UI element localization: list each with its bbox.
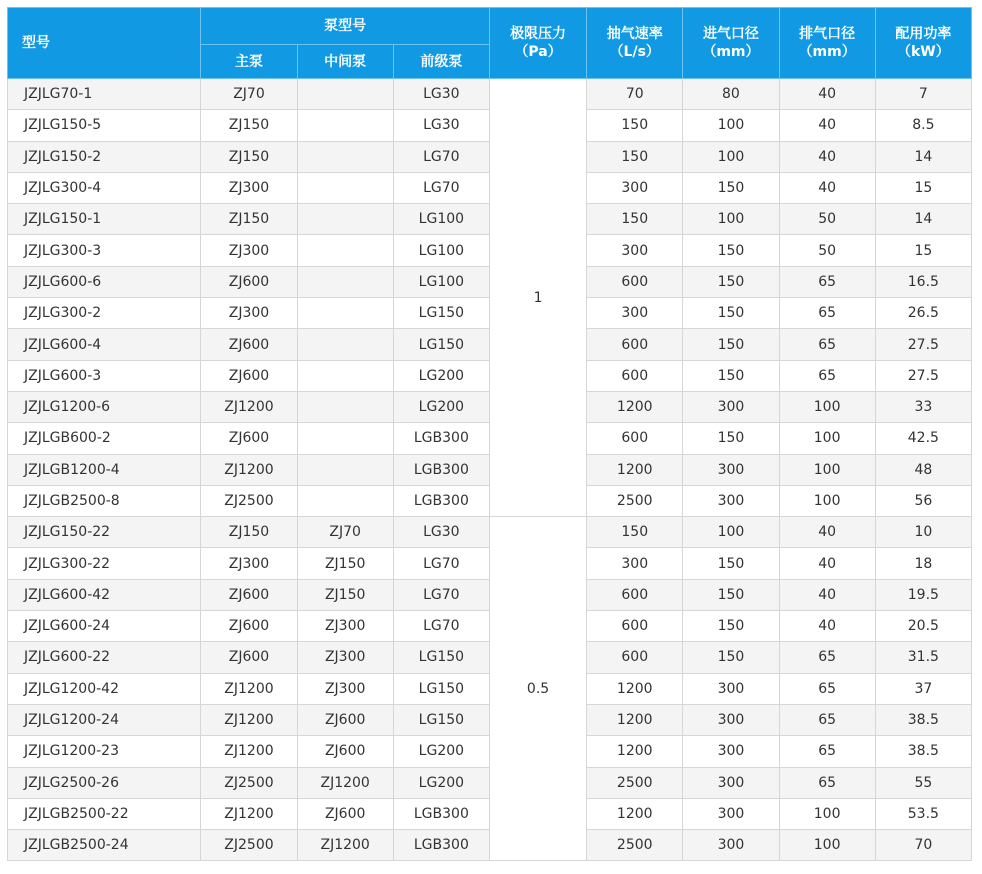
middle-pump-cell	[297, 298, 393, 329]
middle-pump-cell: ZJ1200	[297, 830, 393, 861]
power-cell: 27.5	[875, 360, 971, 391]
model-cell: JZJLGB1200-4	[8, 454, 201, 485]
pumping-speed-cell: 1200	[587, 704, 683, 735]
inlet-diameter-cell: 150	[683, 611, 779, 642]
inlet-diameter-cell: 100	[683, 141, 779, 172]
main-pump-cell: ZJ150	[201, 110, 297, 141]
pumping-speed-cell: 2500	[587, 767, 683, 798]
main-pump-cell: ZJ1200	[201, 704, 297, 735]
main-pump-cell: ZJ1200	[201, 454, 297, 485]
power-cell: 31.5	[875, 642, 971, 673]
inlet-diameter-cell: 150	[683, 360, 779, 391]
model-cell: JZJLG300-2	[8, 298, 201, 329]
pumping-speed-cell: 70	[587, 79, 683, 110]
outlet-diameter-cell: 40	[779, 548, 875, 579]
middle-pump-cell	[297, 423, 393, 454]
power-cell: 15	[875, 172, 971, 203]
main-pump-cell: ZJ2500	[201, 767, 297, 798]
model-cell: JZJLG150-1	[8, 204, 201, 235]
inlet-diameter-cell: 150	[683, 235, 779, 266]
model-cell: JZJLG1200-23	[8, 736, 201, 767]
inlet-diameter-cell: 150	[683, 423, 779, 454]
header-power	[875, 8, 971, 79]
main-pump-cell: ZJ600	[201, 579, 297, 610]
backing-pump-cell: LGB300	[393, 798, 489, 829]
backing-pump-cell: LGB300	[393, 423, 489, 454]
pumping-speed-cell: 300	[587, 548, 683, 579]
middle-pump-cell	[297, 329, 393, 360]
middle-pump-cell: ZJ300	[297, 611, 393, 642]
backing-pump-cell: LGB300	[393, 830, 489, 861]
main-pump-cell: ZJ1200	[201, 798, 297, 829]
power-cell: 14	[875, 141, 971, 172]
backing-pump-cell: LG30	[393, 517, 489, 548]
inlet-diameter-cell: 300	[683, 454, 779, 485]
header-main-pump: 主泵	[201, 45, 297, 79]
middle-pump-cell	[297, 235, 393, 266]
inlet-diameter-cell: 150	[683, 642, 779, 673]
header-outlet-diameter	[779, 8, 875, 79]
main-pump-cell: ZJ150	[201, 141, 297, 172]
model-cell: JZJLGB600-2	[8, 423, 201, 454]
main-pump-cell: ZJ2500	[201, 485, 297, 516]
inlet-diameter-cell: 100	[683, 517, 779, 548]
power-cell: 37	[875, 673, 971, 704]
outlet-diameter-cell: 65	[779, 329, 875, 360]
middle-pump-cell	[297, 110, 393, 141]
pumping-speed-cell: 600	[587, 329, 683, 360]
power-cell: 20.5	[875, 611, 971, 642]
power-cell: 38.5	[875, 704, 971, 735]
outlet-diameter-cell: 100	[779, 391, 875, 422]
model-cell: JZJLG600-6	[8, 266, 201, 297]
outlet-diameter-cell: 65	[779, 266, 875, 297]
power-cell: 19.5	[875, 579, 971, 610]
model-cell: JZJLG150-5	[8, 110, 201, 141]
inlet-diameter-cell: 300	[683, 798, 779, 829]
outlet-diameter-cell: 65	[779, 736, 875, 767]
outlet-diameter-cell: 65	[779, 673, 875, 704]
inlet-diameter-cell: 150	[683, 266, 779, 297]
backing-pump-cell: LG70	[393, 611, 489, 642]
table-body	[8, 79, 972, 861]
power-cell: 15	[875, 235, 971, 266]
inlet-diameter-cell: 150	[683, 172, 779, 203]
backing-pump-cell: LG30	[393, 110, 489, 141]
power-cell: 14	[875, 204, 971, 235]
middle-pump-cell	[297, 79, 393, 110]
backing-pump-cell: LGB300	[393, 454, 489, 485]
outlet-diameter-cell: 40	[779, 611, 875, 642]
pumping-speed-cell: 300	[587, 172, 683, 203]
middle-pump-cell	[297, 485, 393, 516]
backing-pump-cell: LG70	[393, 141, 489, 172]
ultimate-pressure-cell: 0.5	[489, 517, 586, 861]
main-pump-cell: ZJ600	[201, 642, 297, 673]
pumping-speed-cell: 150	[587, 110, 683, 141]
main-pump-cell: ZJ300	[201, 298, 297, 329]
backing-pump-cell: LG200	[393, 391, 489, 422]
outlet-diameter-cell: 40	[779, 79, 875, 110]
power-cell: 26.5	[875, 298, 971, 329]
inlet-diameter-cell: 150	[683, 298, 779, 329]
header-backing-pump: 前级泵	[393, 45, 489, 79]
model-cell: JZJLG300-22	[8, 548, 201, 579]
header-ultimate-pressure-unit: （Pa）	[514, 44, 562, 60]
power-cell: 55	[875, 767, 971, 798]
model-cell: JZJLG1200-6	[8, 391, 201, 422]
main-pump-cell: ZJ300	[201, 548, 297, 579]
model-cell: JZJLG600-3	[8, 360, 201, 391]
main-pump-cell: ZJ600	[201, 329, 297, 360]
main-pump-cell: ZJ1200	[201, 673, 297, 704]
middle-pump-cell: ZJ300	[297, 642, 393, 673]
main-pump-cell: ZJ70	[201, 79, 297, 110]
inlet-diameter-cell: 150	[683, 579, 779, 610]
outlet-diameter-cell: 100	[779, 423, 875, 454]
pumping-speed-cell: 300	[587, 298, 683, 329]
inlet-diameter-cell: 300	[683, 830, 779, 861]
outlet-diameter-cell: 65	[779, 298, 875, 329]
outlet-diameter-cell: 100	[779, 798, 875, 829]
pumping-speed-cell: 300	[587, 235, 683, 266]
pumping-speed-cell: 600	[587, 360, 683, 391]
outlet-diameter-cell: 100	[779, 454, 875, 485]
header-model: 型号	[8, 8, 201, 79]
inlet-diameter-cell: 300	[683, 673, 779, 704]
power-cell: 53.5	[875, 798, 971, 829]
outlet-diameter-cell: 65	[779, 704, 875, 735]
model-cell: JZJLG70-1	[8, 79, 201, 110]
backing-pump-cell: LG150	[393, 642, 489, 673]
model-cell: JZJLG300-3	[8, 235, 201, 266]
pumping-speed-cell: 600	[587, 266, 683, 297]
main-pump-cell: ZJ1200	[201, 391, 297, 422]
inlet-diameter-cell: 300	[683, 485, 779, 516]
header-outlet-diameter-unit: （mm）	[798, 44, 856, 60]
inlet-diameter-cell: 150	[683, 329, 779, 360]
pumping-speed-cell: 600	[587, 642, 683, 673]
power-cell: 48	[875, 454, 971, 485]
outlet-diameter-cell: 40	[779, 579, 875, 610]
outlet-diameter-cell: 40	[779, 141, 875, 172]
power-cell: 8.5	[875, 110, 971, 141]
middle-pump-cell	[297, 454, 393, 485]
pumping-speed-cell: 150	[587, 141, 683, 172]
middle-pump-cell: ZJ150	[297, 548, 393, 579]
pumping-speed-cell: 150	[587, 204, 683, 235]
middle-pump-cell: ZJ600	[297, 736, 393, 767]
pumping-speed-cell: 1200	[587, 736, 683, 767]
power-cell: 10	[875, 517, 971, 548]
main-pump-cell: ZJ300	[201, 235, 297, 266]
backing-pump-cell: LG100	[393, 204, 489, 235]
model-cell: JZJLGB2500-24	[8, 830, 201, 861]
middle-pump-cell: ZJ600	[297, 798, 393, 829]
backing-pump-cell: LG200	[393, 736, 489, 767]
header-pumping-speed	[587, 8, 683, 79]
middle-pump-cell	[297, 360, 393, 391]
inlet-diameter-cell: 300	[683, 704, 779, 735]
model-cell: JZJLG600-4	[8, 329, 201, 360]
outlet-diameter-cell: 65	[779, 767, 875, 798]
main-pump-cell: ZJ600	[201, 423, 297, 454]
outlet-diameter-cell: 65	[779, 360, 875, 391]
backing-pump-cell: LG150	[393, 673, 489, 704]
model-cell: JZJLGB2500-8	[8, 485, 201, 516]
table-header	[8, 8, 972, 79]
outlet-diameter-cell: 50	[779, 235, 875, 266]
outlet-diameter-cell: 65	[779, 642, 875, 673]
outlet-diameter-cell: 40	[779, 517, 875, 548]
backing-pump-cell: LG70	[393, 579, 489, 610]
power-cell: 7	[875, 79, 971, 110]
backing-pump-cell: LG70	[393, 172, 489, 203]
middle-pump-cell: ZJ600	[297, 704, 393, 735]
pumping-speed-cell: 600	[587, 579, 683, 610]
middle-pump-cell	[297, 204, 393, 235]
pumping-speed-cell: 1200	[587, 391, 683, 422]
model-cell: JZJLG150-22	[8, 517, 201, 548]
pumping-speed-cell: 2500	[587, 485, 683, 516]
header-ultimate-pressure	[489, 8, 586, 79]
backing-pump-cell: LG70	[393, 548, 489, 579]
header-pumping-speed-unit: （L/s）	[609, 44, 660, 60]
main-pump-cell: ZJ600	[201, 611, 297, 642]
table-row	[8, 79, 972, 110]
model-cell: JZJLG150-2	[8, 141, 201, 172]
backing-pump-cell: LG200	[393, 767, 489, 798]
power-cell: 70	[875, 830, 971, 861]
middle-pump-cell	[297, 391, 393, 422]
pumping-speed-cell: 150	[587, 517, 683, 548]
pumping-speed-cell: 1200	[587, 454, 683, 485]
model-cell: JZJLG300-4	[8, 172, 201, 203]
main-pump-cell: ZJ2500	[201, 830, 297, 861]
model-cell: JZJLGB2500-22	[8, 798, 201, 829]
inlet-diameter-cell: 300	[683, 736, 779, 767]
model-cell: JZJLG2500-26	[8, 767, 201, 798]
ultimate-pressure-cell: 1	[489, 79, 586, 517]
inlet-diameter-cell: 100	[683, 204, 779, 235]
main-pump-cell: ZJ150	[201, 204, 297, 235]
outlet-diameter-cell: 100	[779, 485, 875, 516]
inlet-diameter-cell: 80	[683, 79, 779, 110]
main-pump-cell: ZJ600	[201, 266, 297, 297]
header-pump-model-group: 泵型号	[201, 8, 490, 45]
backing-pump-cell: LG150	[393, 329, 489, 360]
middle-pump-cell	[297, 266, 393, 297]
middle-pump-cell	[297, 141, 393, 172]
power-cell: 38.5	[875, 736, 971, 767]
inlet-diameter-cell: 300	[683, 391, 779, 422]
backing-pump-cell: LG200	[393, 360, 489, 391]
header-middle-pump: 中间泵	[297, 45, 393, 79]
header-inlet-diameter-label: 进气口径	[702, 26, 759, 42]
outlet-diameter-cell: 40	[779, 172, 875, 203]
inlet-diameter-cell: 150	[683, 548, 779, 579]
pumping-speed-cell: 1200	[587, 798, 683, 829]
backing-pump-cell: LG150	[393, 704, 489, 735]
main-pump-cell: ZJ600	[201, 360, 297, 391]
pumping-speed-cell: 600	[587, 423, 683, 454]
outlet-diameter-cell: 100	[779, 830, 875, 861]
backing-pump-cell: LG100	[393, 266, 489, 297]
header-outlet-diameter-label: 排气口径	[799, 26, 856, 42]
header-power-label: 配用功率	[895, 26, 952, 42]
power-cell: 56	[875, 485, 971, 516]
header-inlet-diameter-unit: （mm）	[702, 44, 760, 60]
backing-pump-cell: LG150	[393, 298, 489, 329]
power-cell: 27.5	[875, 329, 971, 360]
backing-pump-cell: LG30	[393, 79, 489, 110]
header-pumping-speed-label: 抽气速率	[606, 26, 663, 42]
pump-spec-table	[7, 7, 972, 861]
main-pump-cell: ZJ1200	[201, 736, 297, 767]
model-cell: JZJLG600-24	[8, 611, 201, 642]
model-cell: JZJLG1200-24	[8, 704, 201, 735]
main-pump-cell: ZJ300	[201, 172, 297, 203]
backing-pump-cell: LG100	[393, 235, 489, 266]
outlet-diameter-cell: 40	[779, 110, 875, 141]
header-inlet-diameter	[683, 8, 779, 79]
middle-pump-cell: ZJ1200	[297, 767, 393, 798]
power-cell: 16.5	[875, 266, 971, 297]
outlet-diameter-cell: 50	[779, 204, 875, 235]
pumping-speed-cell: 600	[587, 611, 683, 642]
middle-pump-cell: ZJ300	[297, 673, 393, 704]
inlet-diameter-cell: 300	[683, 767, 779, 798]
inlet-diameter-cell: 100	[683, 110, 779, 141]
header-power-unit: （kW）	[896, 44, 950, 60]
power-cell: 33	[875, 391, 971, 422]
header-ultimate-pressure-label: 极限压力	[510, 26, 567, 42]
pumping-speed-cell: 2500	[587, 830, 683, 861]
middle-pump-cell: ZJ150	[297, 579, 393, 610]
pumping-speed-cell: 1200	[587, 673, 683, 704]
main-pump-cell: ZJ150	[201, 517, 297, 548]
middle-pump-cell	[297, 172, 393, 203]
power-cell: 18	[875, 548, 971, 579]
middle-pump-cell: ZJ70	[297, 517, 393, 548]
power-cell: 42.5	[875, 423, 971, 454]
model-cell: JZJLG600-22	[8, 642, 201, 673]
model-cell: JZJLG1200-42	[8, 673, 201, 704]
model-cell: JZJLG600-42	[8, 579, 201, 610]
backing-pump-cell: LGB300	[393, 485, 489, 516]
table-row	[8, 517, 972, 548]
